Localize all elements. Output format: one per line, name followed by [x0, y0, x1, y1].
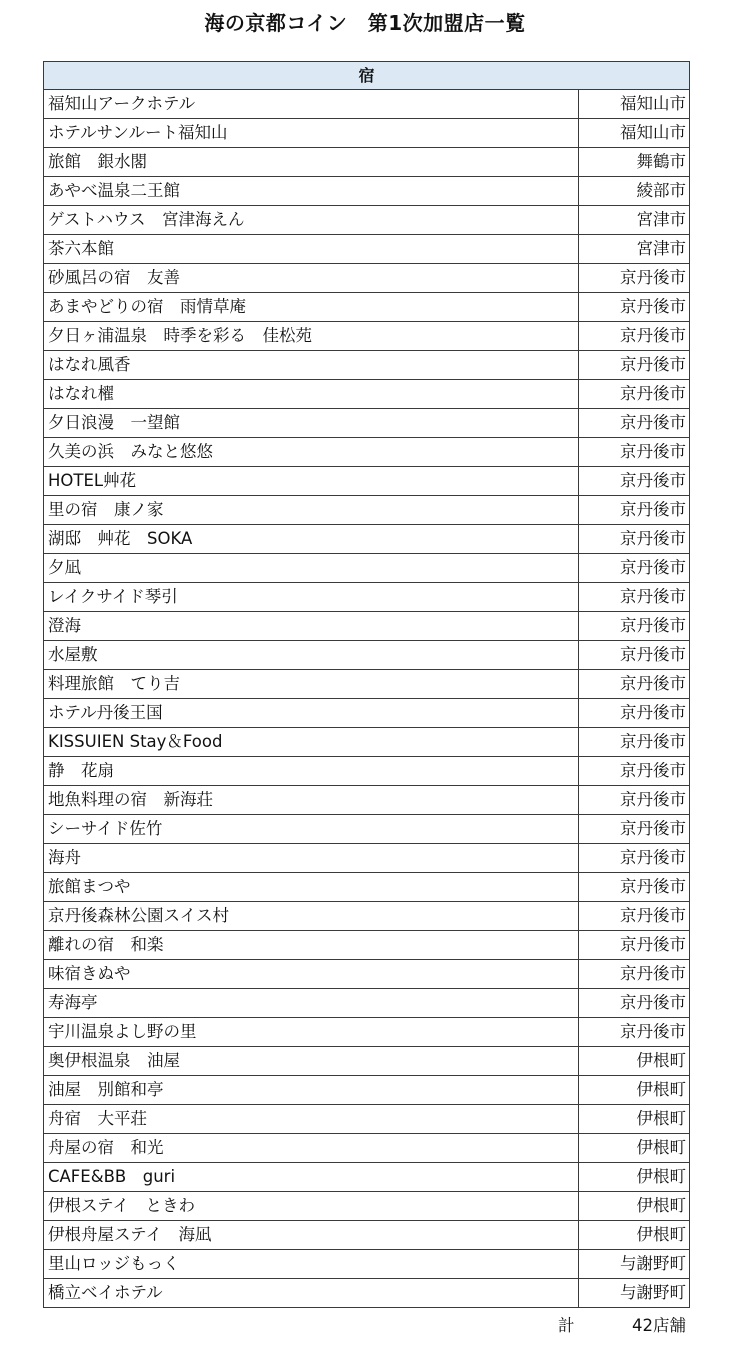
table-row [44, 438, 690, 467]
store-area-cell: 宮津市 [579, 235, 690, 264]
store-name-cell: あまやどりの宿 雨情草庵 [44, 293, 579, 322]
store-name-cell: KISSUIEN Stay＆Food [44, 728, 579, 757]
store-name-cell: ゲストハウス 宮津海えん [44, 206, 579, 235]
table-row [44, 148, 690, 177]
store-area-cell: 与謝野町 [579, 1279, 690, 1308]
store-name-cell: 京丹後森林公園スイス村 [44, 902, 579, 931]
store-name-cell: 舟宿 大平荘 [44, 1105, 579, 1134]
store-name-cell: 茶六本館 [44, 235, 579, 264]
table-row [44, 902, 690, 931]
store-area-cell: 京丹後市 [579, 322, 690, 351]
total-label: 計 [558, 1316, 575, 1335]
table-row [44, 467, 690, 496]
store-area-cell: 京丹後市 [579, 931, 690, 960]
store-name-cell: 奥伊根温泉 油屋 [44, 1047, 579, 1076]
table-row [44, 989, 690, 1018]
table-row [44, 1192, 690, 1221]
store-name-cell: ホテル丹後王国 [44, 699, 579, 728]
table-row [44, 90, 690, 119]
store-name-cell: 味宿きぬや [44, 960, 579, 989]
store-area-cell: 京丹後市 [579, 844, 690, 873]
store-area-cell: 京丹後市 [579, 728, 690, 757]
store-name-cell: CAFE&BB guri [44, 1163, 579, 1192]
store-name-cell: 宇川温泉よし野の里 [44, 1018, 579, 1047]
table-row [44, 293, 690, 322]
store-area-cell: 伊根町 [579, 1076, 690, 1105]
store-area-cell: 伊根町 [579, 1221, 690, 1250]
table-row [44, 873, 690, 902]
store-area-cell: 福知山市 [579, 119, 690, 148]
store-name-cell: 旅館 銀水閣 [44, 148, 579, 177]
table-row [44, 815, 690, 844]
store-list-table [43, 61, 690, 1308]
store-area-cell: 伊根町 [579, 1192, 690, 1221]
table-row [44, 525, 690, 554]
table-row [44, 728, 690, 757]
table-row [44, 960, 690, 989]
table-row [44, 931, 690, 960]
table-row [44, 322, 690, 351]
store-name-cell: 旅館まつや [44, 873, 579, 902]
table-row [44, 409, 690, 438]
table-row [44, 496, 690, 525]
store-name-cell: 夕日浪漫 一望館 [44, 409, 579, 438]
store-area-cell: 京丹後市 [579, 554, 690, 583]
store-name-cell: あやべ温泉二王館 [44, 177, 579, 206]
table-row [44, 1163, 690, 1192]
store-area-cell: 京丹後市 [579, 815, 690, 844]
table-header-row [44, 62, 690, 90]
store-area-cell: 伊根町 [579, 1047, 690, 1076]
store-area-cell: 京丹後市 [579, 380, 690, 409]
store-name-cell: 離れの宿 和楽 [44, 931, 579, 960]
table-header-category: 宿 [44, 62, 690, 90]
table-row [44, 670, 690, 699]
store-area-cell: 与謝野町 [579, 1250, 690, 1279]
store-name-cell: HOTEL艸花 [44, 467, 579, 496]
store-area-cell: 京丹後市 [579, 786, 690, 815]
store-name-cell: 里山ロッジもっく [44, 1250, 579, 1279]
table-body [44, 90, 690, 1308]
table-row [44, 351, 690, 380]
store-name-cell: 砂風呂の宿 友善 [44, 264, 579, 293]
store-name-cell: はなれ風香 [44, 351, 579, 380]
store-area-cell: 伊根町 [579, 1163, 690, 1192]
store-name-cell: シーサイド佐竹 [44, 815, 579, 844]
store-area-cell: 京丹後市 [579, 583, 690, 612]
store-area-cell: 京丹後市 [579, 699, 690, 728]
table-row [44, 699, 690, 728]
table-row [44, 786, 690, 815]
store-name-cell: はなれ櫂 [44, 380, 579, 409]
store-area-cell: 綾部市 [579, 177, 690, 206]
store-area-cell: 京丹後市 [579, 757, 690, 786]
store-name-cell: 静 花扇 [44, 757, 579, 786]
store-area-cell: 福知山市 [579, 90, 690, 119]
store-area-cell: 京丹後市 [579, 873, 690, 902]
store-area-cell: 京丹後市 [579, 525, 690, 554]
table-row [44, 206, 690, 235]
table-row [44, 1134, 690, 1163]
store-name-cell: 橋立ベイホテル [44, 1279, 579, 1308]
store-area-cell: 京丹後市 [579, 293, 690, 322]
store-area-cell: 京丹後市 [579, 438, 690, 467]
table-row [44, 1250, 690, 1279]
store-name-cell: 福知山アークホテル [44, 90, 579, 119]
store-name-cell: 伊根ステイ ときわ [44, 1192, 579, 1221]
store-area-cell: 京丹後市 [579, 670, 690, 699]
store-name-cell: レイクサイド琴引 [44, 583, 579, 612]
table-row [44, 583, 690, 612]
store-name-cell: 湖邸 艸花 SOKA [44, 525, 579, 554]
store-area-cell: 京丹後市 [579, 264, 690, 293]
store-area-cell: 宮津市 [579, 206, 690, 235]
page-title: 海の京都コイン 第1次加盟店一覧 [204, 11, 526, 35]
table-row [44, 1221, 690, 1250]
store-name-cell: 海舟 [44, 844, 579, 873]
store-name-cell: 伊根舟屋ステイ 海凪 [44, 1221, 579, 1250]
store-area-cell: 京丹後市 [579, 641, 690, 670]
store-area-cell: 舞鶴市 [579, 148, 690, 177]
store-area-cell: 京丹後市 [579, 612, 690, 641]
store-name-cell: 油屋 別館和亭 [44, 1076, 579, 1105]
table-row [44, 1047, 690, 1076]
table-row [44, 1076, 690, 1105]
table-row [44, 554, 690, 583]
store-name-cell: 夕凪 [44, 554, 579, 583]
store-area-cell: 京丹後市 [579, 1018, 690, 1047]
store-name-cell: 舟屋の宿 和光 [44, 1134, 579, 1163]
table-row [44, 612, 690, 641]
table-row [44, 177, 690, 206]
store-name-cell: 久美の浜 みなと悠悠 [44, 438, 579, 467]
store-area-cell: 伊根町 [579, 1134, 690, 1163]
store-area-cell: 京丹後市 [579, 496, 690, 525]
total-value: 42店舗 [632, 1316, 686, 1335]
store-name-cell: 地魚料理の宿 新海荘 [44, 786, 579, 815]
store-area-cell: 伊根町 [579, 1105, 690, 1134]
store-name-cell: 里の宿 康ノ家 [44, 496, 579, 525]
table-row [44, 119, 690, 148]
store-name-cell: 料理旅館 てり吉 [44, 670, 579, 699]
store-name-cell: 水屋敷 [44, 641, 579, 670]
table-row [44, 641, 690, 670]
table-row [44, 264, 690, 293]
table-row [44, 235, 690, 264]
store-area-cell: 京丹後市 [579, 467, 690, 496]
table-row [44, 1279, 690, 1308]
table-row [44, 757, 690, 786]
store-area-cell: 京丹後市 [579, 351, 690, 380]
store-area-cell: 京丹後市 [579, 902, 690, 931]
store-area-cell: 京丹後市 [579, 960, 690, 989]
store-name-cell: 澄海 [44, 612, 579, 641]
store-name-cell: 夕日ヶ浦温泉 時季を彩る 佳松苑 [44, 322, 579, 351]
table-row [44, 380, 690, 409]
store-name-cell: 寿海亭 [44, 989, 579, 1018]
table-row [44, 844, 690, 873]
table-row [44, 1105, 690, 1134]
store-area-cell: 京丹後市 [579, 409, 690, 438]
table-row [44, 1018, 690, 1047]
store-area-cell: 京丹後市 [579, 989, 690, 1018]
store-name-cell: ホテルサンルート福知山 [44, 119, 579, 148]
